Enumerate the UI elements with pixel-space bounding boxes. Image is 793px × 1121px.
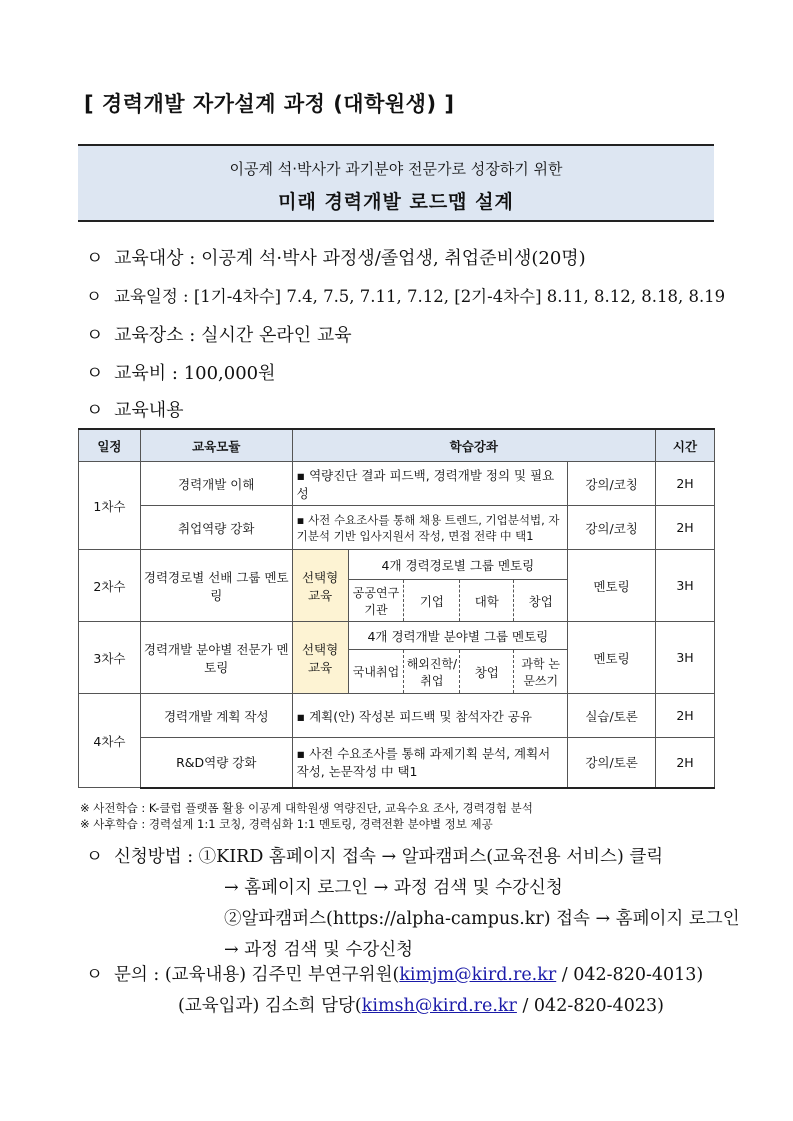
table-row: R&D역량 강화 ▪ 사전 수요조사를 통해 과제기획 분석, 계획서 작성, 논문작성 中 택1 강의/토론 2H [79,738,715,788]
option-cell: 기업 [404,580,460,622]
email-link-content[interactable]: kimjm@kird.re.kr [399,965,557,985]
bullet-icon: ㅇ [86,965,103,985]
banner-title: 미래 경력개발 로드맵 설계 [278,191,514,213]
note-pre-study: ※ 사전학습 : K-클럽 플랫폼 활용 이공계 대학원생 역량진단, 교육수요 조사, 경력경험 분석 [80,801,533,815]
page-title: [ 경력개발 자가설계 과정 (대학원생) ] [84,92,455,116]
table-row: 4차수 경력개발 계획 작성 ▪ 계획(안) 작성본 피드백 및 참석자간 공유 실습/토론 2H [79,694,715,738]
email-link-enrollment[interactable]: kimsh@kird.re.kr [361,996,517,1016]
info-location-value: 실시간 온라인 교육 [201,325,352,346]
info-target: ㅇ 교육대상 : 이공계 석·박사 과정생/졸업생, 취업준비생(20명) [86,244,586,270]
info-schedule: ㅇ 교육일정 : [1기-4차수] 7.4, 7.5, 7.11, 7.12, [2기-4차수] 8.11, 8.12, 8.18, 8.19 [86,283,725,307]
header-round: 일정 [79,429,141,462]
apply-section: ㅇ 신청방법 : ①KIRD 홈페이지 접속 → 알파캠퍼스(교육전용 서비스) 클릭 → 홈페이지 로그인 → 과정 검색 및 수강신청 ②알파캠퍼스(https://alpha-campus.kr) 접속 → 홈페이지 로그인 → 과정 검색 및 수강신청 [86,842,740,966]
bullet-icon: ㅇ [86,248,104,269]
table-row: 1차수 경력개발 이해 ▪ 역량진단 결과 피드백, 경력개발 정의 및 필요성 강의/코칭 2H [79,462,715,506]
option-cell: 창업 [460,650,514,694]
info-fee-value: 100,000원 [183,363,276,384]
schedule-table [78,428,715,789]
note-post-study: ※ 사후학습 : 경력설계 1:1 코칭, 경력심화 1:1 멘토링, 경력전환 분야별 정보 제공 [80,817,493,831]
apply-step-1: ①KIRD 홈페이지 접속 → 알파캠퍼스(교육전용 서비스) 클릭 [198,847,664,867]
apply-step-2: ②알파캠퍼스(https://alpha-campus.kr) 접속 → 홈페이지 로그인 [224,909,740,929]
option-cell: 창업 [514,580,568,622]
course-banner [78,144,714,222]
info-fee: ㅇ 교육비 : 100,000원 [86,359,276,385]
select-badge: 선택형 교육 [292,550,348,622]
apply-step-2-cont: → 과정 검색 및 수강신청 [224,940,414,960]
select-badge: 선택형 교육 [292,622,348,694]
header-module: 교육모듈 [140,429,292,462]
info-location: ㅇ 교육장소 : 실시간 온라인 교육 [86,321,352,347]
bullet-icon: ㅇ [86,325,104,346]
option-cell: 대학 [460,580,514,622]
bullet-icon: ㅇ [86,287,102,306]
option-cell: 공공연구기관 [348,580,404,622]
table-header-row [79,429,715,462]
contact-section: ㅇ 문의 : (교육내용) 김주민 부연구위원(kimjm@kird.re.kr / 042-820-4013) (교육입과) 김소희 담당(kimsh@kird.re.kr / 042-820-4023) [86,960,703,1022]
bullet-icon: ㅇ [86,363,104,384]
header-time: 시간 [656,429,715,462]
bullet-icon: ㅇ [86,847,103,867]
apply-step-1-cont: → 홈페이지 로그인 → 과정 검색 및 수강신청 [224,878,563,898]
info-target-value: 이공계 석·박사 과정생/졸업생, 취업준비생(20명) [201,248,586,269]
option-cell: 해외진학/취업 [404,650,460,694]
banner-subtitle: 이공계 석·박사가 과기분야 전문가로 성장하기 위한 [229,160,563,178]
option-cell: 과학 논문쓰기 [514,650,568,694]
table-row: 3차수 경력개발 분야별 전문가 멘토링 선택형 교육 4개 경력개발 분야별 그룹 멘토링 멘토링 3H [79,622,715,650]
table-row: 2차수 경력경로별 선배 그룹 멘토링 선택형 교육 4개 경력경로별 그룹 멘토링 멘토링 3H [79,550,715,580]
bullet-icon: ㅇ [86,400,104,421]
info-schedule-value: [1기-4차수] 7.4, 7.5, 7.11, 7.12, [2기-4차수] 8.11, 8.12, 8.18, 8.19 [193,287,726,306]
option-cell: 국내취업 [348,650,404,694]
table-row: 취업역량 강화 ▪ 사전 수요조사를 통해 채용 트렌드, 기업분석법, 자기분석 기반 입사지원서 작성, 면접 전략 中 택1 강의/코칭 2H [79,506,715,550]
info-content: ㅇ 교육내용 [86,396,184,422]
header-content: 학습강좌 [292,429,655,462]
